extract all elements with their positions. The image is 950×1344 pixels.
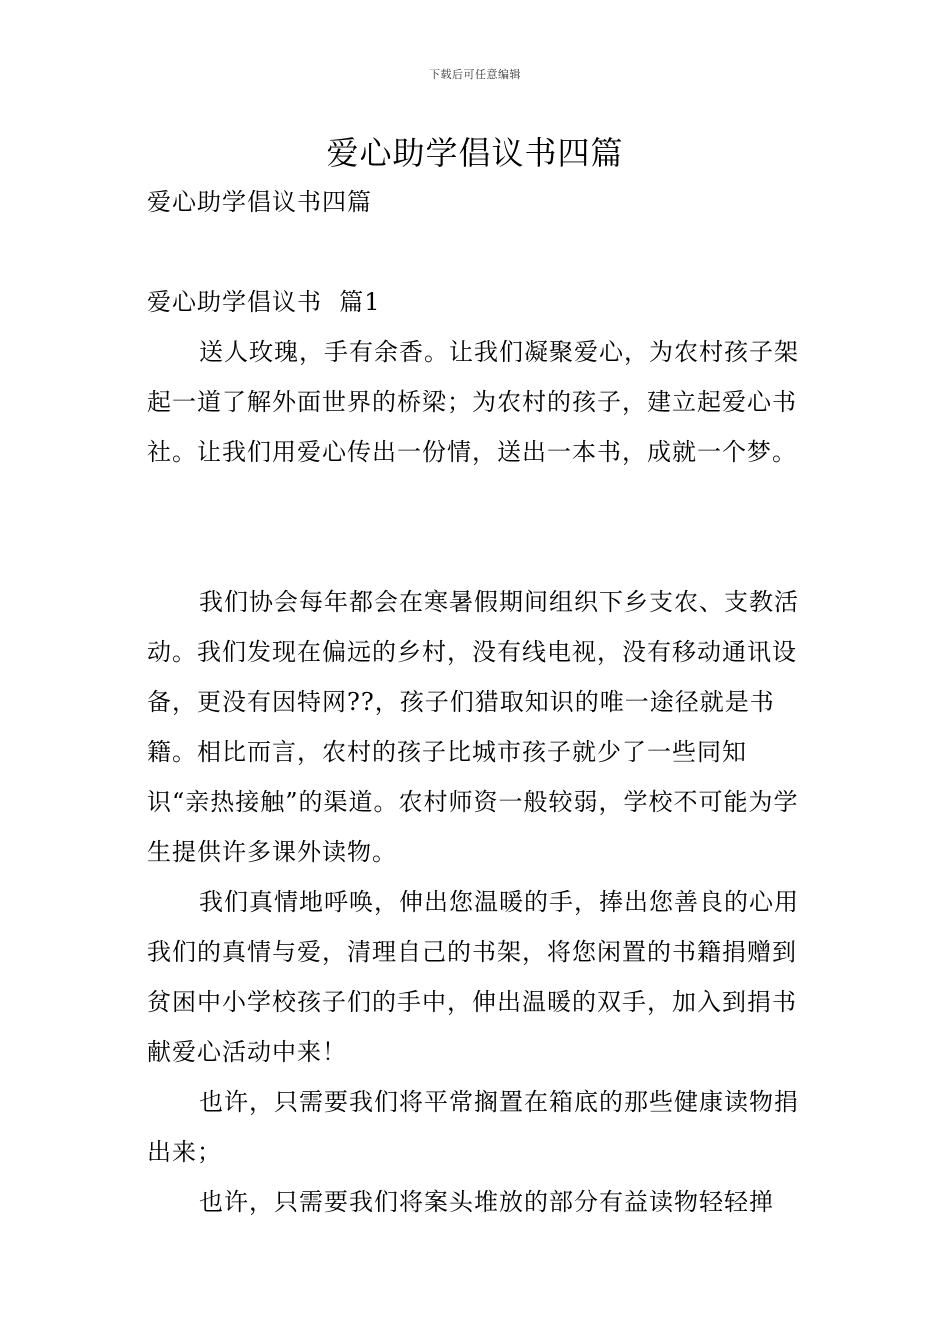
paragraph: 也许，只需要我们将平常搁置在箱底的那些健康读物捐出来； (147, 1088, 799, 1166)
paragraph: 也许，只需要我们将案头堆放的部分有益读物轻轻掸 (199, 1188, 774, 1216)
paragraph: 我们真情地呼唤，伸出您温暖的手，捧出您善良的心用我们的真情与爱，清理自己的书架，将您闲置的书籍捐赠到贫困中小学校孩子们的手中，伸出温暖的双手，加入到捐书献爱心活动中来！ (147, 888, 799, 1066)
document-title: 爱心助学倡议书四篇 (326, 134, 624, 172)
paragraph: 我们协会每年都会在寒暑假期间组织下乡支农、支教活动。我们发现在偏远的乡村，没有线电视，没有移动通讯设备，更没有因特网??，孩子们猎取知识的唯一途径就是书籍。相比而言，农村的孩子比城市孩子就少了一些同知识“亲热接触”的渠道。农村师资一般较弱，学校不可能为学生提供许多课外读物。 (147, 588, 799, 866)
header-note: 下载后可任意编辑 (429, 68, 521, 81)
paragraph: 送人玫瑰，手有余香。让我们凝聚爱心，为农村孩子架起一道了解外面世界的桥梁；为农村的孩子，建立起爱心书社。让我们用爱心传出一份情，送出一本书，成就一个梦。 (147, 338, 799, 466)
document-subtitle: 爱心助学倡议书四篇 (147, 188, 372, 216)
section-heading: 爱心助学倡议书 篇1 (147, 288, 381, 316)
